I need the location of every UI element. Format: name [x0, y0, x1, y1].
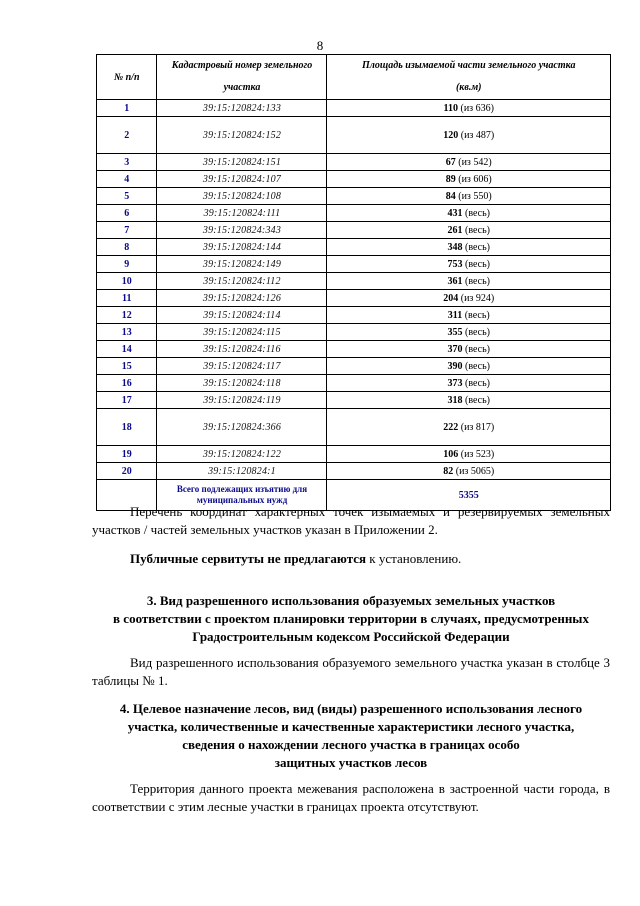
row-area [327, 463, 611, 480]
row-area-value: 82 [443, 465, 454, 477]
row-cadastral-number: 39:15:120824:366 [157, 409, 327, 446]
heading-section-3 [92, 592, 610, 646]
table-row [97, 188, 611, 205]
header-area [327, 55, 611, 100]
table-row [97, 256, 611, 273]
heading-3-line3: Градостроительным кодексом Российской Федерации [192, 629, 510, 644]
row-number: 3 [97, 154, 157, 171]
row-number: 18 [97, 409, 157, 446]
row-area-note: (из 5065) [455, 465, 495, 477]
row-number: 9 [97, 256, 157, 273]
row-area-note: (из 487) [460, 129, 495, 141]
table-row [97, 222, 611, 239]
row-area-note: (весь) [464, 224, 490, 236]
table-row [97, 392, 611, 409]
heading-3-line2: в соответствии с проектом планировки территории в случаях, предусмотренных [113, 611, 589, 626]
row-cadastral-number: 39:15:120824:119 [157, 392, 327, 409]
row-area-value: 361 [447, 275, 463, 287]
header-cadastral [157, 55, 327, 100]
row-number: 16 [97, 375, 157, 392]
table-row [97, 324, 611, 341]
table-body [97, 100, 611, 480]
row-area-note: (весь) [464, 360, 490, 372]
table-row [97, 290, 611, 307]
row-area-value: 261 [447, 224, 463, 236]
row-area-note: (из 636) [460, 102, 494, 114]
row-area-note: (весь) [464, 241, 490, 253]
row-area [327, 171, 611, 188]
row-area-note: (весь) [464, 326, 490, 338]
row-area [327, 324, 611, 341]
total-value: 5355 [327, 480, 611, 511]
row-area-note: (весь) [464, 309, 490, 321]
row-area-note: (весь) [464, 275, 490, 287]
paragraph-coordinates: Перечень координат характерных точек изымаемых и резервируемых земельных участков / частей земельных участков указан в Приложении 2. [92, 504, 610, 537]
row-area-value: 67 [445, 156, 456, 168]
parcels-table [96, 54, 611, 511]
row-cadastral-number: 39:15:120824:112 [157, 273, 327, 290]
row-cadastral-number: 39:15:120824:1 [157, 463, 327, 480]
paragraph-forest: Территория данного проекта межевания расположена в застроенной части города, в соответствии с этим лесные участки в границах проекта отсутствуют. [92, 781, 610, 814]
row-area-value: 110 [443, 102, 458, 114]
table-row [97, 446, 611, 463]
row-area-value: 204 [443, 292, 459, 304]
row-area-note: (весь) [464, 258, 490, 270]
table-row [97, 358, 611, 375]
row-cadastral-number: 39:15:120824:114 [157, 307, 327, 324]
row-cadastral-number: 39:15:120824:343 [157, 222, 327, 239]
row-area [327, 100, 611, 117]
row-area-value: 431 [447, 207, 463, 219]
row-area-note: (из 523) [460, 448, 495, 460]
table-row [97, 375, 611, 392]
table-row [97, 154, 611, 171]
row-cadastral-number: 39:15:120824:111 [157, 205, 327, 222]
row-number: 11 [97, 290, 157, 307]
row-number: 12 [97, 307, 157, 324]
row-cadastral-number: 39:15:120824:151 [157, 154, 327, 171]
row-number: 17 [97, 392, 157, 409]
row-cadastral-number: 39:15:120824:152 [157, 117, 327, 154]
heading-4-line4: защитных участков лесов [274, 755, 428, 770]
row-area-value: 355 [447, 326, 463, 338]
total-label: Всего подлежащих изъятию для муниципальных нужд [157, 480, 327, 511]
paragraph-servitudes [92, 550, 610, 568]
row-area [327, 188, 611, 205]
row-area-note: (весь) [464, 343, 490, 355]
row-area-value: 318 [447, 394, 463, 406]
header-cadastral-line1: Кадастровый номер земельного [171, 60, 313, 71]
row-number: 7 [97, 222, 157, 239]
table-row [97, 307, 611, 324]
heading-4-line1: 4. Целевое назначение лесов, вид (виды) разрешенного использования лесного [119, 701, 583, 716]
table-row [97, 171, 611, 188]
servitudes-bold: Публичные сервитуты не предлагаются [130, 551, 367, 566]
row-area-value: 120 [443, 129, 459, 141]
row-number: 8 [97, 239, 157, 256]
row-number: 15 [97, 358, 157, 375]
header-cadastral-line2: участка [223, 82, 261, 93]
heading-section-4 [92, 700, 610, 772]
row-number: 6 [97, 205, 157, 222]
row-cadastral-number: 39:15:120824:118 [157, 375, 327, 392]
page-number: 8 [316, 38, 324, 53]
table-row [97, 205, 611, 222]
row-area-value: 106 [443, 448, 459, 460]
row-area-note: (весь) [464, 377, 490, 389]
table-row [97, 463, 611, 480]
row-area-value: 390 [447, 360, 463, 372]
row-number: 13 [97, 324, 157, 341]
table-row [97, 117, 611, 154]
row-area [327, 446, 611, 463]
header-area-line2: (кв.м) [455, 82, 482, 93]
row-cadastral-number: 39:15:120824:126 [157, 290, 327, 307]
servitudes-rest: к установлению. [366, 551, 462, 566]
row-area [327, 358, 611, 375]
row-area-value: 348 [447, 241, 463, 253]
row-area [327, 256, 611, 273]
row-number: 10 [97, 273, 157, 290]
table-header-row [97, 55, 611, 100]
row-area [327, 117, 611, 154]
row-cadastral-number: 39:15:120824:107 [157, 171, 327, 188]
row-number: 1 [97, 100, 157, 117]
row-area-value: 89 [445, 173, 456, 185]
row-cadastral-number: 39:15:120824:133 [157, 100, 327, 117]
row-area-note: (весь) [464, 207, 490, 219]
table-row [97, 100, 611, 117]
row-area [327, 273, 611, 290]
heading-3-line1: 3. Вид разрешенного использования образуемых земельных участков [146, 593, 556, 608]
header-area-line1: Площадь изымаемой части земельного участка [362, 60, 576, 71]
row-cadastral-number: 39:15:120824:108 [157, 188, 327, 205]
row-area [327, 222, 611, 239]
row-area [327, 375, 611, 392]
row-area-note: (весь) [464, 394, 490, 406]
row-number: 14 [97, 341, 157, 358]
row-area-note: (из 924) [460, 292, 495, 304]
row-area-note: (из 550) [458, 190, 492, 202]
row-area-value: 753 [447, 258, 463, 270]
row-number: 2 [97, 117, 157, 154]
row-number: 4 [97, 171, 157, 188]
row-cadastral-number: 39:15:120824:144 [157, 239, 327, 256]
row-area [327, 290, 611, 307]
row-area-note: (из 817) [460, 421, 495, 433]
row-cadastral-number: 39:15:120824:117 [157, 358, 327, 375]
row-area [327, 239, 611, 256]
row-area-value: 370 [447, 343, 463, 355]
row-area-note: (из 542) [458, 156, 492, 168]
row-area-note: (из 606) [458, 173, 492, 185]
row-cadastral-number: 39:15:120824:115 [157, 324, 327, 341]
table-row [97, 341, 611, 358]
row-cadastral-number: 39:15:120824:122 [157, 446, 327, 463]
row-area [327, 154, 611, 171]
row-area [327, 409, 611, 446]
table-row [97, 239, 611, 256]
row-area-value: 311 [447, 309, 463, 321]
row-area [327, 341, 611, 358]
row-area-value: 84 [445, 190, 456, 202]
heading-4-line2: участка, количественные и качественные характеристики лесного участка, [127, 719, 575, 734]
row-area-value: 222 [443, 421, 459, 433]
header-num: № п/п [97, 55, 157, 100]
row-area [327, 392, 611, 409]
row-number: 20 [97, 463, 157, 480]
row-cadastral-number: 39:15:120824:116 [157, 341, 327, 358]
table-row [97, 409, 611, 446]
table-row [97, 273, 611, 290]
row-area [327, 205, 611, 222]
row-cadastral-number: 39:15:120824:149 [157, 256, 327, 273]
heading-4-line3: сведения о нахождении лесного участка в границах особо [182, 737, 520, 752]
row-area-value: 373 [447, 377, 463, 389]
row-area [327, 307, 611, 324]
row-number: 19 [97, 446, 157, 463]
paragraph-permitted-use: Вид разрешенного использования образуемого земельного участка указан в столбце 3 таблицы № 1. [92, 655, 610, 688]
row-number: 5 [97, 188, 157, 205]
